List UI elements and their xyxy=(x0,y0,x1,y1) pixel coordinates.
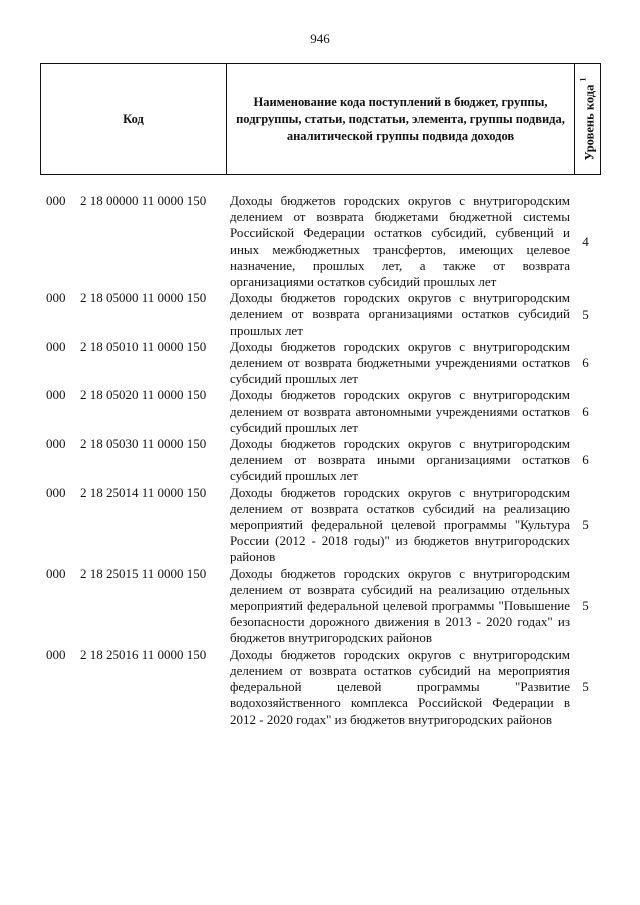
row-income-code: 2 18 00000 11 0000 150 xyxy=(80,193,207,208)
row-level: 4 xyxy=(582,233,589,249)
header-code: Код xyxy=(41,64,227,174)
table-row xyxy=(40,339,601,388)
table-row xyxy=(40,485,601,566)
row-admin-code: 000 xyxy=(46,290,66,306)
table-row xyxy=(40,566,601,647)
row-admin-code: 000 xyxy=(46,193,66,208)
row-level: 5 xyxy=(582,679,589,695)
row-description: Доходы бюджетов городских округов с внутригородским делением от возврата организациями остатков субсидий прошлых лет xyxy=(230,290,570,338)
footnote-mark: 1 xyxy=(577,77,587,82)
row-admin-code: 000 xyxy=(46,484,66,500)
row-description: Доходы бюджетов городских округов с внутригородским делением от возврата остатков субсидий на реализацию мероприятий федеральной целевой программы "Культура России (2012 - 2018 годы)" из бюджетов внутригородских районов xyxy=(230,484,570,565)
row-income-code: 2 18 25015 11 0000 150 xyxy=(80,565,207,581)
row-income-code: 2 18 05010 11 0000 150 xyxy=(80,338,207,354)
row-level: 5 xyxy=(582,517,589,533)
row-description: Доходы бюджетов городских округов с внутригородским делением от возврата бюджетами бюджетной системы Российской Федерации остатков субсидий, субвенций и иных межбюджетных трансфертов, имеющих целевое назначение, прошлых лет, а также от возврата организациями остатков субсидий прошлых лет xyxy=(230,193,570,290)
row-level: 6 xyxy=(582,452,589,468)
row-admin-code: 000 xyxy=(46,646,66,662)
table-row xyxy=(40,290,601,339)
row-income-code: 2 18 05000 11 0000 150 xyxy=(80,290,207,306)
row-admin-code: 000 xyxy=(46,565,66,581)
row-level: 5 xyxy=(582,306,589,322)
row-admin-code: 000 xyxy=(46,338,66,354)
header-level xyxy=(575,64,600,174)
row-income-code: 2 18 25014 11 0000 150 xyxy=(80,484,207,500)
header-level-label: Уровень кода $^1$ xyxy=(577,77,597,161)
row-admin-code: 000 xyxy=(46,436,66,452)
page-number: 946 xyxy=(310,31,330,46)
row-description: Доходы бюджетов городских округов с внутригородским делением от возврата бюджетными учреждениями остатков субсидий прошлых лет xyxy=(230,338,570,387)
table-row xyxy=(40,193,601,290)
row-income-code: 2 18 05030 11 0000 150 xyxy=(80,436,207,452)
row-description: Доходы бюджетов городских округов с внутригородским делением от возврата субсидий на реализацию отдельных мероприятий федеральной целевой программы "Повышение безопасности дорожного движения в 2013 - 2020 годах" из бюджетов внутригородских районов xyxy=(230,565,570,646)
row-description: Доходы бюджетов городских округов с внутригородским делением от возврата автономными учреждениями остатков субсидий прошлых лет xyxy=(230,387,570,435)
row-admin-code: 000 xyxy=(46,387,66,403)
header-name: Наименование кода поступлений в бюджет, группы, подгруппы, статьи, подстатьи, элемента, группы подвида, аналитической группы подвида доходов xyxy=(227,64,575,174)
table-row xyxy=(40,387,601,436)
row-description: Доходы бюджетов городских округов с внутригородским делением от возврата иными организациями остатков субсидий прошлых лет xyxy=(230,436,570,484)
table-row xyxy=(40,647,601,728)
row-level: 5 xyxy=(582,598,589,614)
row-income-code: 2 18 05020 11 0000 150 xyxy=(80,387,207,403)
table-row xyxy=(40,436,601,485)
row-level: 6 xyxy=(582,403,589,419)
row-level: 6 xyxy=(582,355,589,371)
table-header xyxy=(40,63,601,175)
row-income-code: 2 18 25016 11 0000 150 xyxy=(80,646,207,662)
row-description: Доходы бюджетов городских округов с внутригородским делением от возврата остатков субсидий на мероприятия федеральной целевой программы "Развитие водохозяйственного комплекса Российской Федерации в 2012 - 2020 годах" из бюджетов внутригородских районов xyxy=(230,646,570,727)
table-body xyxy=(40,193,601,728)
